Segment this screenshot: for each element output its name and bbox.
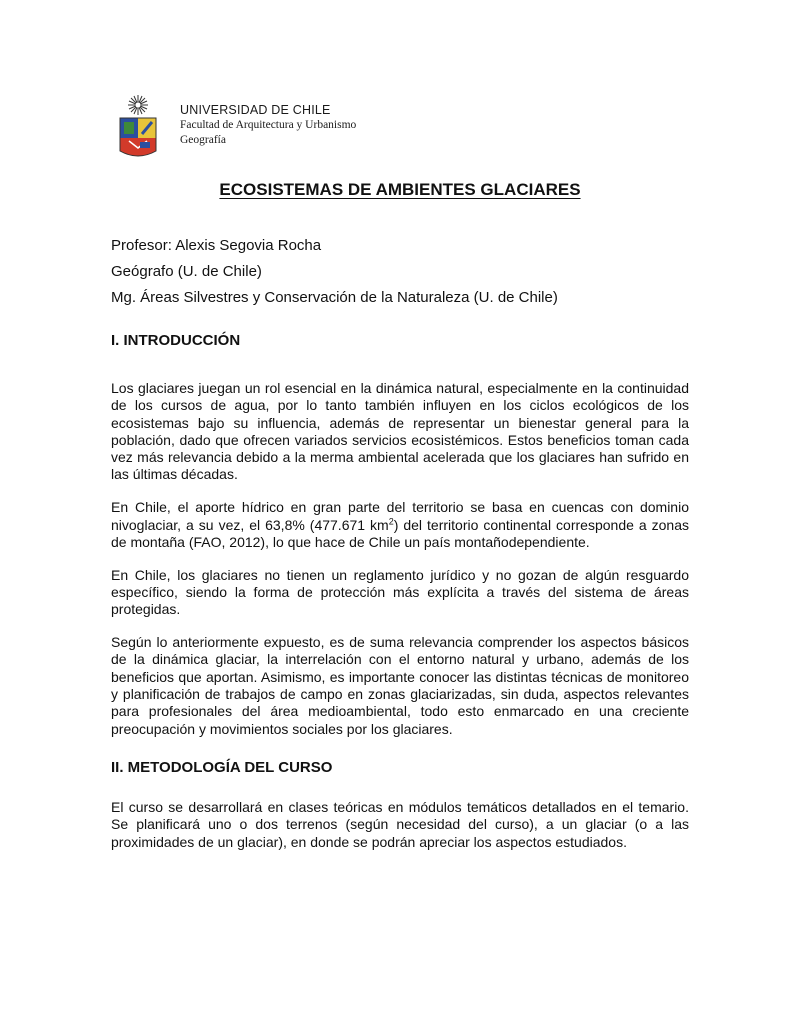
- author-masters: Mg. Áreas Silvestres y Conservación de la Naturaleza (U. de Chile): [111, 289, 558, 306]
- department-name: Geografía: [180, 134, 226, 146]
- section-heading-introduccion: I. INTRODUCCIÓN: [111, 332, 241, 349]
- university-name: UNIVERSIDAD DE CHILE: [180, 103, 331, 117]
- paragraph: Según lo anteriormente expuesto, es de suma relevancia comprender los aspectos básicos de la dinámica glaciar, la interrelación con el entorno natural y urbano, además de los beneficios que aportan. Asimismo, es importante conocer las distintas técnicas de monitoreo y planificación de trabajos de campo en zonas glaciarizadas, sin duda, aspectos relevantes para profesionales del área medioambiental, todo esto enmarcado en una creciente preocupación y movimientos sociales por los glaciares.: [111, 634, 689, 737]
- paragraph: El curso se desarrollará en clases teóricas en módulos temáticos detallados en el temario. Se planificará uno o dos terrenos (según necesidad del curso), a un glaciar (o a las proximidades de un glaciar), en donde se podrán apreciar los aspectos estudiados.: [111, 799, 689, 850]
- paragraph: Los glaciares juegan un rol esencial en la dinámica natural, especialmente en la continuidad de los cursos de agua, por lo tanto también influyen en los ciclos ecológicos de los ecosistemas bajo su influencia, además de representar un bienestar general para la población, dado que ofrecen variados servicios ecosistémicos. Estos beneficios toman cada vez más relevancia debido a la merma ambiental acelerada que los glaciares han sufrido en las últimas décadas.: [111, 380, 689, 483]
- author-degree: Geógrafo (U. de Chile): [111, 263, 262, 280]
- section-heading-metodologia: II. METODOLOGÍA DEL CURSO: [111, 759, 333, 776]
- paragraph-text: En Chile, el aporte hídrico en gran parte del territorio se basa en cuencas con dominio nivoglaciar, a su vez, el 63,8% (477.671 km: [111, 499, 689, 533]
- paragraph: En Chile, los glaciares no tienen un reglamento jurídico y no gozan de algún resguardo específico, siendo la forma de protección más explícita a través del sistema de áreas protegidas.: [111, 566, 689, 618]
- shield-icon: [120, 118, 156, 156]
- superscript: 2: [388, 515, 394, 526]
- paragraph-text: ) del territorio continental corresponde a zonas de montaña (FAO, 2012), lo que hace de Chile un país montañodependiente.: [111, 516, 689, 550]
- institution-block: [180, 103, 356, 148]
- faculty-name: Facultad de Arquitectura y Urbanismo: [180, 119, 357, 131]
- document-title: ECOSISTEMAS DE AMBIENTES GLACIARES: [219, 180, 581, 199]
- sun-star-icon: [128, 95, 148, 115]
- university-crest-logo: [116, 93, 160, 161]
- paragraph: [111, 499, 689, 551]
- author-block: [111, 233, 558, 311]
- section-body-metodologia: [111, 799, 689, 866]
- author-professor: Profesor: Alexis Segovia Rocha: [111, 237, 322, 254]
- section-body-introduccion: [111, 380, 689, 753]
